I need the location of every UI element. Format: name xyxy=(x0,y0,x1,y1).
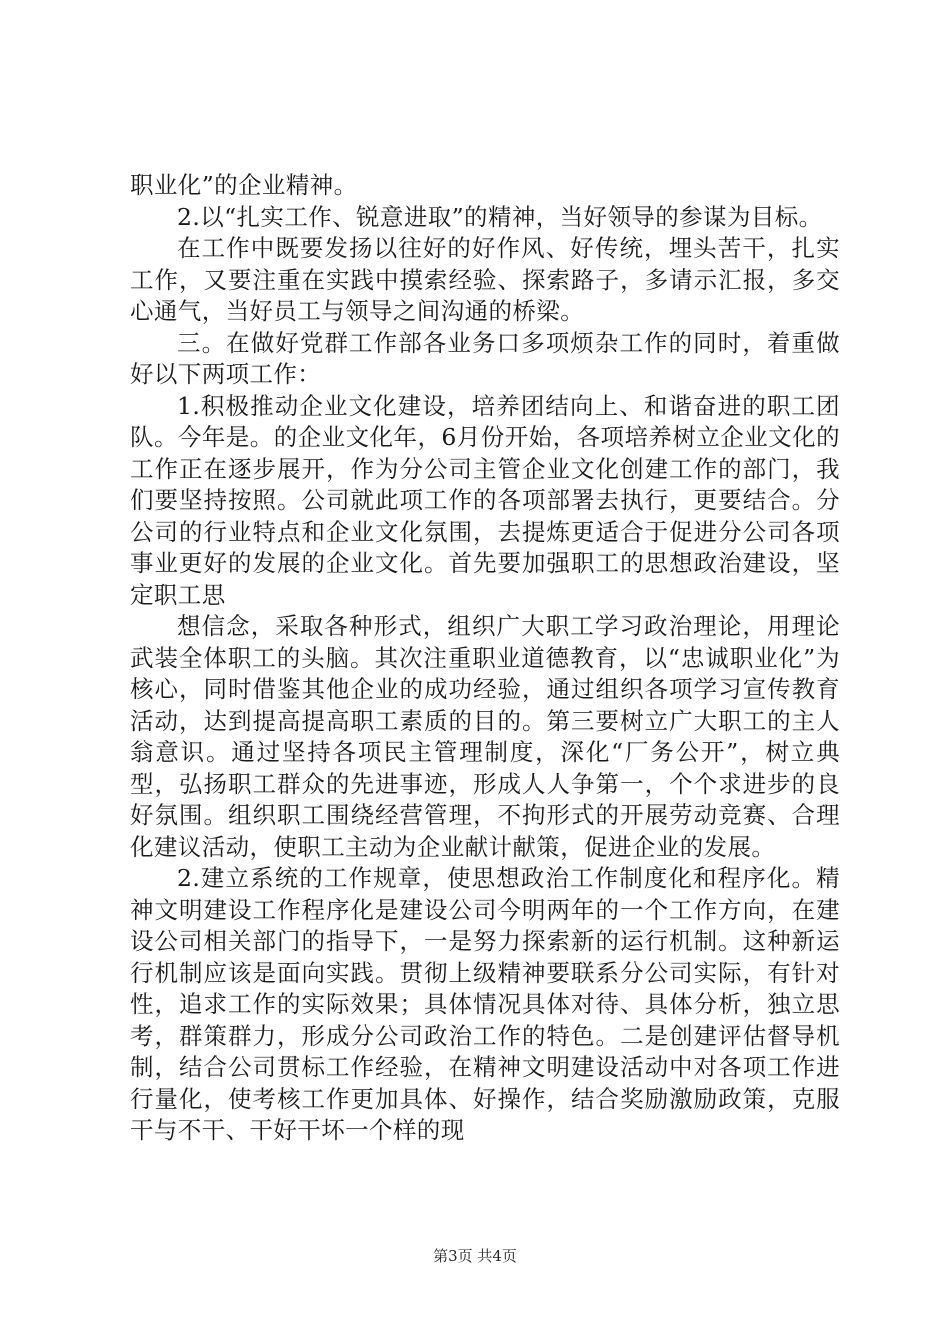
paragraph-6: 想信念，采取各种形式，组织广大职工学习政治理论，用理论武装全体职工的头脑。其次注重职业道德教育，以“忠诚职业化”为核心，同时借鉴其他企业的成功经验，通过组织各项学习宣传教育活动，达到提高提高职工素质的目的。第三要树立广大职工的主人翁意识。通过坚持各项民主管理制度，深化“厂务公开”，树立典型，弘扬职工群众的先进事迹，形成人人争第一，个个求进步的良好氛围。组织职工围绕经营管理，不拘形式的开展劳动竞赛、合理化建议活动，使职工主动为企业献计献策，促进企业的发展。 xyxy=(130,612,840,861)
paragraph-5: 1.积极推动企业文化建设，培养团结向上、和谐奋进的职工团队。今年是。的企业文化年，6月份开始，各项培养树立企业文化的工作正在逐步展开，作为分公司主管企业文化创建工作的部门，我们要坚持按照。公司就此项工作的各项部署去执行，更要结合。分公司的行业特点和企业文化氛围，去提炼更适合于促进分公司各项事业更好的发展的企业文化。首先要加强职工的思想政治建设，坚定职工思 xyxy=(130,391,840,609)
paragraph-1: 职业化”的企业精神。 xyxy=(130,171,358,199)
page-footer xyxy=(0,1245,950,1266)
paragraph-4: 三。在做好党群工作部各业务口多项烦杂工作的同时，着重做好以下两项工作： xyxy=(130,328,840,388)
paragraph-2: 2.以“扎实工作、锐意进取”的精神，当好领导的参谋为目标。 xyxy=(177,202,823,231)
paragraph-3: 在工作中既要发扬以往好的好作风、好传统，埋头苦干，扎实工作，又要注重在实践中摸索经验、探索路子，多请示汇报，多交心通气，当好员工与领导之间沟通的桥梁。 xyxy=(130,234,840,325)
document-body xyxy=(130,170,840,1147)
page-number-label: 第3页 共4页 xyxy=(433,1247,517,1265)
paragraph-7: 2.建立系统的工作规章，使思想政治工作制度化和程序化。精神文明建设工作程序化是建设公司今明两年的一个工作方向，在建设公司相关部门的指导下，一是努力探索新的运行机制。这种新运行机制应该是面向实践。贯彻上级精神要联系分公司实际，有针对性，追求工作的实际效果；具体情况具体对待、具体分析，独立思考，群策群力，形成分公司政治工作的特色。二是创建评估督导机制，结合公司贯标工作经验，在精神文明建设活动中对各项工作进行量化，使考核工作更加具体、好操作，结合奖励激励政策，克服干与不干、干好干坏一个样的现 xyxy=(130,864,840,1144)
